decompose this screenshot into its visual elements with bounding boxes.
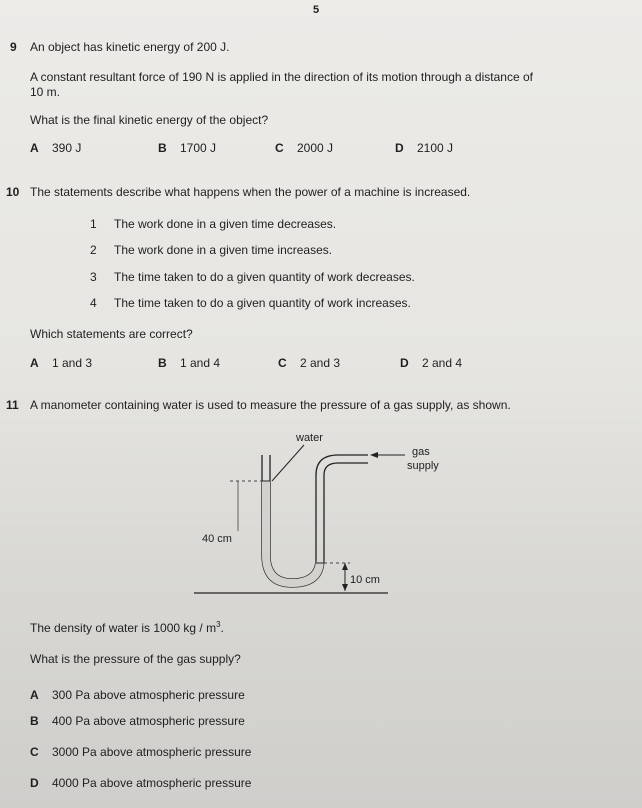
page-number: 5 — [313, 4, 320, 16]
option-text: 1 and 3 — [52, 356, 93, 370]
option-text: 390 J — [52, 141, 82, 155]
statement-text: The work done in a given time increases. — [114, 243, 333, 257]
dim-10-arrow-bottom — [342, 584, 348, 591]
q10-option-d[interactable] — [400, 356, 462, 370]
statement-number: 3 — [90, 270, 97, 284]
label-gas: gas — [412, 446, 430, 458]
q9-number: 9 — [10, 40, 17, 54]
q10-option-c[interactable] — [278, 356, 340, 370]
option-text: 400 Pa above atmospheric pressure — [52, 714, 245, 728]
q9-question: What is the final kinetic energy of the object? — [30, 113, 269, 127]
q9-line1: An object has kinetic energy of 200 J. — [30, 40, 230, 54]
q10-option-a[interactable] — [30, 356, 92, 370]
option-text: 300 Pa above atmospheric pressure — [52, 688, 245, 702]
statement-number: 2 — [90, 243, 97, 257]
density-suffix: . — [220, 621, 224, 635]
q10-statement-2 — [90, 243, 332, 257]
option-text: 2 and 3 — [300, 356, 341, 370]
q10-number: 10 — [6, 185, 20, 199]
dim-10-arrow-top — [342, 563, 348, 570]
statement-text: The work done in a given time decreases. — [114, 217, 337, 231]
q9-line2b: 10 m. — [30, 85, 61, 99]
label-40cm: 40 cm — [202, 533, 232, 545]
water-pointer-line — [272, 445, 304, 481]
option-text: 1 and 4 — [180, 356, 221, 370]
q10-intro: The statements describe what happens when the power of a machine is increased. — [30, 185, 471, 199]
option-letter: C — [278, 356, 287, 370]
q11-density — [30, 620, 224, 635]
option-letter: D — [30, 776, 39, 790]
q11-option-d[interactable] — [30, 776, 251, 790]
statement-text: The time taken to do a given quantity of work increases. — [114, 296, 411, 310]
q11-intro: A manometer containing water is used to measure the pressure of a gas supply, as shown. — [30, 398, 511, 412]
manometer-diagram — [190, 425, 450, 605]
q10-option-b[interactable] — [158, 356, 220, 370]
option-letter: B — [30, 714, 39, 728]
option-letter: A — [30, 356, 39, 370]
option-text: 2000 J — [297, 141, 334, 155]
q11-option-b[interactable] — [30, 714, 245, 728]
option-letter: A — [30, 688, 39, 702]
q11-option-c[interactable] — [30, 745, 251, 759]
q11-question: What is the pressure of the gas supply? — [30, 652, 241, 666]
density-exponent: 3 — [216, 620, 221, 629]
option-letter: A — [30, 141, 39, 155]
q9-line2a: A constant resultant force of 190 N is applied in the direction of its motion through a distance of — [30, 70, 533, 84]
density-text: The density of water is 1000 kg / m — [30, 621, 217, 635]
water-fill — [262, 481, 324, 587]
option-letter: B — [158, 141, 167, 155]
label-10cm: 10 cm — [350, 574, 380, 586]
q9-option-a[interactable] — [30, 141, 81, 155]
statement-number: 1 — [90, 217, 97, 231]
statement-text: The time taken to do a given quantity of work decreases. — [114, 270, 415, 284]
q10-question: Which statements are correct? — [30, 327, 193, 341]
q11-number: 11 — [6, 398, 19, 412]
option-text: 2100 J — [417, 141, 454, 155]
q9-option-d[interactable] — [395, 141, 453, 155]
q11-option-a[interactable] — [30, 688, 245, 702]
statement-number: 4 — [90, 296, 97, 310]
q10-statement-1 — [90, 217, 336, 231]
q9-option-b[interactable] — [158, 141, 216, 155]
option-letter: C — [275, 141, 284, 155]
q9-option-c[interactable] — [275, 141, 333, 155]
option-letter: B — [158, 356, 167, 370]
q10-statement-3 — [90, 270, 415, 284]
label-water: water — [296, 432, 323, 444]
q10-statement-4 — [90, 296, 411, 310]
option-text: 1700 J — [180, 141, 217, 155]
tube-inner-wall — [270, 455, 368, 579]
option-text: 4000 Pa above atmospheric pressure — [52, 776, 252, 790]
option-letter: D — [400, 356, 409, 370]
option-letter: D — [395, 141, 404, 155]
option-text: 2 and 4 — [422, 356, 463, 370]
gas-arrow-head — [370, 452, 378, 458]
label-supply: supply — [407, 460, 439, 472]
option-text: 3000 Pa above atmospheric pressure — [52, 745, 252, 759]
option-letter: C — [30, 745, 39, 759]
